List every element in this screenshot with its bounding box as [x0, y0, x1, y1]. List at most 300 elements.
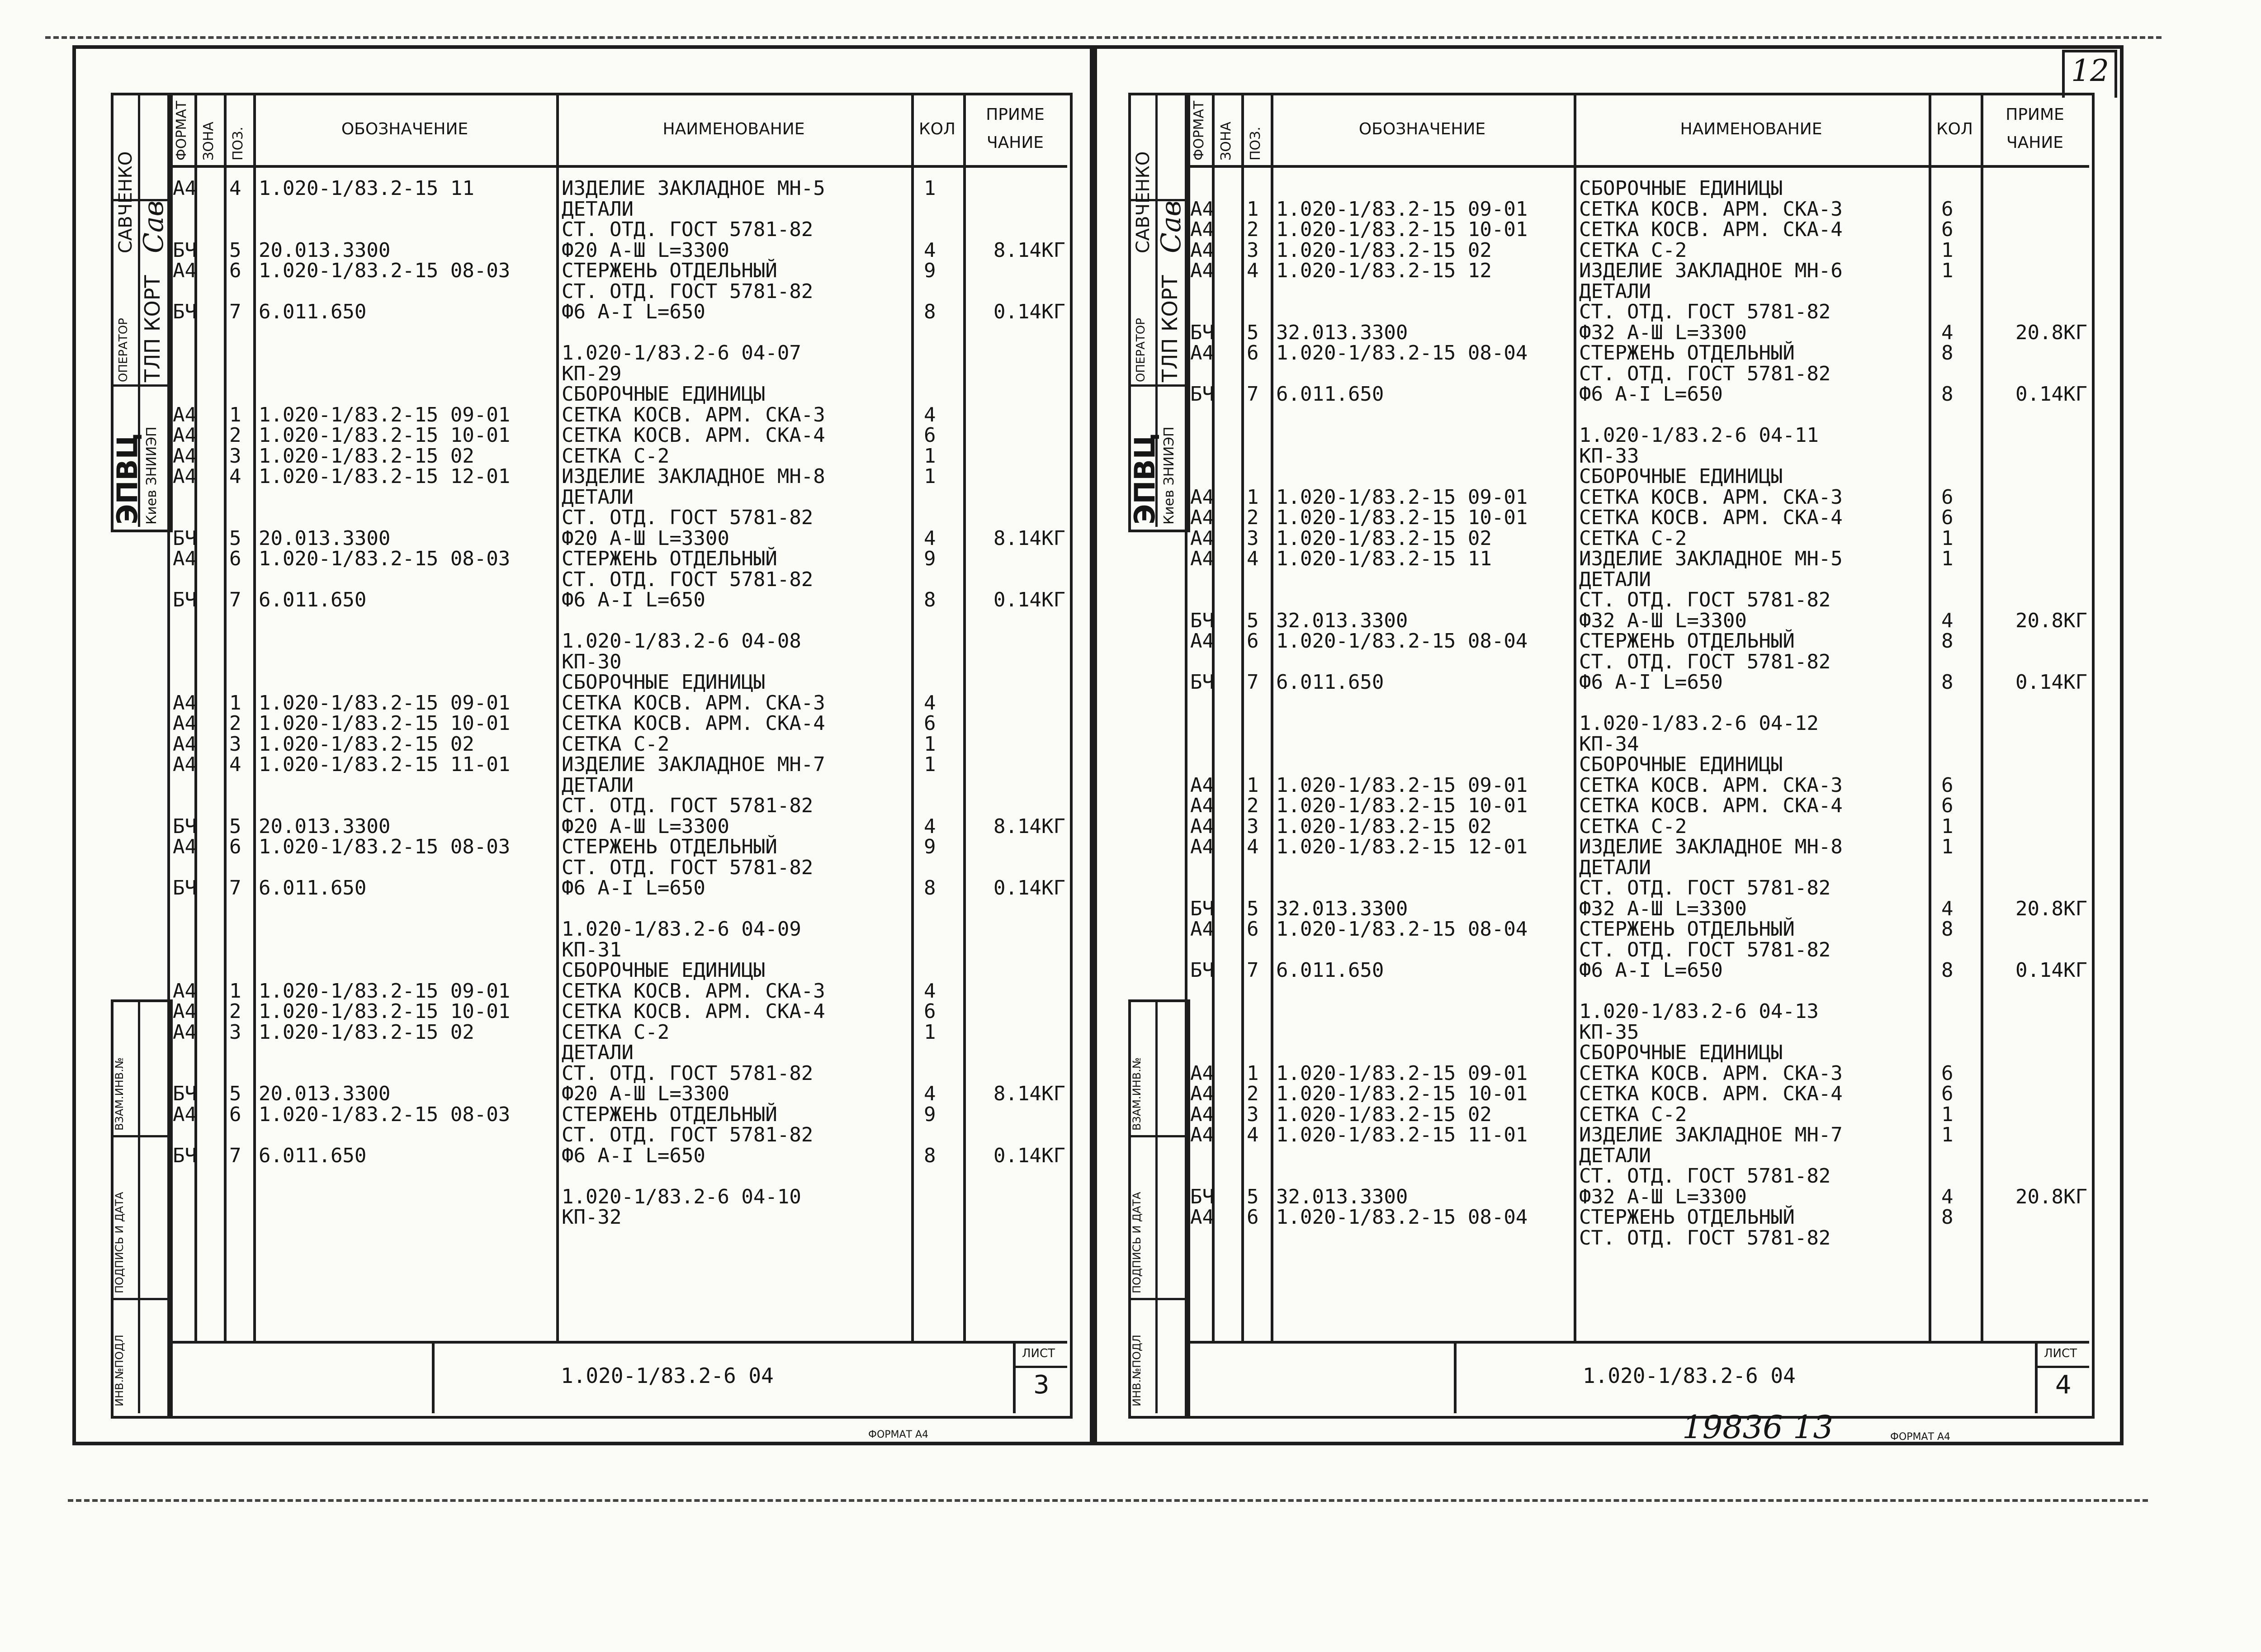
- left-row-26-p: 2: [229, 712, 241, 735]
- left-row-5-n: СТ. ОТД. ГОСТ 5781-82: [562, 279, 814, 303]
- left-header-name: НАИМЕНОВАНИЕ: [662, 120, 805, 138]
- left-row-19-n: СТ. ОТД. ГОСТ 5781-82: [562, 568, 814, 591]
- left-row-6-p: 7: [229, 300, 241, 323]
- right-row-32-p: 4: [1247, 835, 1259, 858]
- right-row-46-f: А4: [1190, 1123, 1214, 1146]
- right-row-17-d: 1.020-1/83.2-15 02: [1276, 526, 1492, 550]
- left-row-12-f: А4: [173, 424, 197, 447]
- right-row-32-n: ИЗДЕЛИЕ ЗАКЛАДНОЕ МН-8: [1579, 835, 1843, 858]
- left-row-41-f: А4: [173, 1020, 197, 1044]
- right-row-17-n: СЕТКА С-2: [1579, 526, 1687, 550]
- right-row-29-d: 1.020-1/83.2-15 09-01: [1276, 773, 1528, 797]
- right-row-32-q: 1: [1941, 835, 1954, 858]
- right-row-10-f: БЧ: [1190, 383, 1214, 406]
- left-row-31-p: 5: [229, 814, 241, 838]
- left-row-6-n: Ф6 А-I L=650: [562, 300, 705, 323]
- right-row-18-n: ИЗДЕЛИЕ ЗАКЛАДНОЕ МН-5: [1579, 547, 1843, 570]
- left-header-designation: ОБОЗНАЧЕНИЕ: [341, 120, 468, 138]
- left-row-17-d: 20.013.3300: [259, 526, 391, 550]
- right-row-24-n: Ф6 А-I L=650: [1579, 671, 1723, 694]
- left-row-40-d: 1.020-1/83.2-15 10-01: [259, 1000, 511, 1023]
- left-row-28-p: 4: [229, 753, 241, 776]
- left-side-strip-divider: [138, 999, 140, 1413]
- right-stamp-org-sub: Киев ЗНИИЭП: [1161, 426, 1177, 525]
- left-row-20-p: 7: [229, 588, 241, 611]
- left-row-26-f: А4: [173, 712, 197, 735]
- right-row-31-n: СЕТКА С-2: [1579, 814, 1687, 838]
- left-side-strip-hline1: [111, 1135, 167, 1137]
- right-row-8-n: СТЕРЖЕНЬ ОТДЕЛЬНЫЙ: [1579, 341, 1795, 364]
- left-row-13-q: 1: [924, 444, 936, 468]
- right-row-31-d: 1.020-1/83.2-15 02: [1276, 814, 1492, 838]
- left-row-26-n: СЕТКА КОСВ. АРМ. СКА-4: [562, 712, 825, 735]
- left-row-26-q: 6: [924, 712, 936, 735]
- left-title-divider-a: [432, 1341, 435, 1413]
- right-row-50-q: 8: [1941, 1206, 1954, 1229]
- left-row-44-q: 4: [924, 1082, 936, 1105]
- right-row-38-n: Ф6 А-I L=650: [1579, 959, 1723, 982]
- left-row-26-d: 1.020-1/83.2-15 10-01: [259, 712, 511, 735]
- left-row-25-d: 1.020-1/83.2-15 09-01: [259, 691, 511, 715]
- right-row-2-f: А4: [1190, 218, 1214, 241]
- right-row-4-n: ИЗДЕЛИЕ ЗАКЛАДНОЕ МН-6: [1579, 259, 1843, 282]
- left-row-27-n: СЕТКА С-2: [562, 732, 670, 756]
- right-row-35-q: 4: [1941, 897, 1954, 920]
- right-row-3-n: СЕТКА С-2: [1579, 238, 1687, 262]
- right-row-30-n: СЕТКА КОСВ. АРМ. СКА-4: [1579, 794, 1843, 817]
- right-header-format: ФОРМАТ: [1191, 100, 1207, 161]
- right-header-zone: ЗОНА: [1218, 122, 1234, 161]
- right-row-46-p: 4: [1247, 1123, 1259, 1146]
- left-row-32-d: 1.020-1/83.2-15 08-03: [259, 835, 511, 858]
- right-row-16-f: А4: [1190, 506, 1214, 529]
- right-row-29-q: 6: [1941, 773, 1954, 797]
- right-row-7-q: 4: [1941, 321, 1954, 344]
- right-row-49-m: 20.8КГ: [2015, 1185, 2087, 1208]
- left-row-34-m: 0.14КГ: [993, 876, 1065, 899]
- left-row-39-d: 1.020-1/83.2-15 09-01: [259, 979, 511, 1003]
- left-row-39-p: 1: [229, 979, 241, 1003]
- left-stamp-org: ЭПВЦ: [111, 433, 144, 525]
- left-row-32-f: А4: [173, 835, 197, 858]
- right-row-45-f: А4: [1190, 1103, 1214, 1126]
- left-row-0-f: А4: [173, 177, 197, 200]
- left-row-29-n: ДЕТАЛИ: [562, 773, 634, 797]
- right-row-1-f: А4: [1190, 197, 1214, 221]
- left-row-9-n: КП-29: [562, 362, 622, 385]
- left-row-17-m: 8.14КГ: [993, 526, 1065, 550]
- left-row-2-n: СТ. ОТД. ГОСТ 5781-82: [562, 218, 814, 241]
- right-row-18-f: А4: [1190, 547, 1214, 570]
- left-row-18-q: 9: [924, 547, 936, 570]
- left-row-31-m: 8.14КГ: [993, 814, 1065, 838]
- left-side-label-2: ПОДПИСЬ И ДАТА: [113, 1192, 126, 1293]
- left-row-20-d: 6.011.650: [259, 588, 367, 611]
- right-row-24-d: 6.011.650: [1276, 671, 1384, 694]
- left-row-46-n: СТ. ОТД. ГОСТ 5781-82: [562, 1123, 814, 1146]
- right-header-note2: ЧАНИЕ: [2006, 133, 2064, 152]
- right-row-36-q: 8: [1941, 918, 1954, 941]
- right-row-47-n: ДЕТАЛИ: [1579, 1144, 1651, 1167]
- left-row-38-n: СБОРОЧНЫЕ ЕДИНИЦЫ: [562, 959, 766, 982]
- right-row-22-p: 6: [1247, 630, 1259, 653]
- right-row-2-n: СЕТКА КОСВ. АРМ. СКА-4: [1579, 218, 1843, 241]
- left-row-31-n: Ф20 А-Ш L=3300: [562, 814, 729, 838]
- left-row-44-n: Ф20 А-Ш L=3300: [562, 1082, 729, 1105]
- right-row-30-d: 1.020-1/83.2-15 10-01: [1276, 794, 1528, 817]
- scan-edge-top: [45, 36, 2162, 39]
- left-row-37-n: КП-31: [562, 938, 622, 961]
- left-row-30-n: СТ. ОТД. ГОСТ 5781-82: [562, 794, 814, 817]
- left-doc-code: 1.020-1/83.2-6 04: [561, 1363, 774, 1388]
- left-format-label: ФОРМАТ А4: [868, 1429, 929, 1440]
- left-col-divider-5: [911, 93, 914, 1341]
- right-row-43-f: А4: [1190, 1061, 1214, 1085]
- left-row-3-m: 8.14КГ: [993, 238, 1065, 262]
- right-row-29-p: 1: [1247, 773, 1259, 797]
- left-row-11-d: 1.020-1/83.2-15 09-01: [259, 403, 511, 426]
- left-row-39-q: 4: [924, 979, 936, 1003]
- left-row-40-q: 6: [924, 1000, 936, 1023]
- left-row-14-p: 4: [229, 465, 241, 488]
- right-row-50-d: 1.020-1/83.2-15 08-04: [1276, 1206, 1528, 1229]
- right-row-35-m: 20.8КГ: [2015, 897, 2087, 920]
- left-row-4-n: СТЕРЖЕНЬ ОТДЕЛЬНЫЙ: [562, 259, 777, 282]
- left-row-13-n: СЕТКА С-2: [562, 444, 670, 468]
- left-row-47-q: 8: [924, 1144, 936, 1167]
- right-row-13-n: КП-33: [1579, 444, 1639, 468]
- left-row-33-n: СТ. ОТД. ГОСТ 5781-82: [562, 856, 814, 879]
- left-row-45-d: 1.020-1/83.2-15 08-03: [259, 1103, 511, 1126]
- left-side-label-1: ВЗАМ.ИНВ.№: [113, 1057, 126, 1131]
- right-row-8-p: 6: [1247, 341, 1259, 364]
- right-row-22-q: 8: [1941, 630, 1954, 653]
- left-row-18-p: 6: [229, 547, 241, 570]
- right-row-38-m: 0.14КГ: [2015, 959, 2087, 982]
- right-row-1-n: СЕТКА КОСВ. АРМ. СКА-3: [1579, 197, 1843, 221]
- left-header-qty: КОЛ: [919, 120, 955, 138]
- right-row-18-d: 1.020-1/83.2-15 11: [1276, 547, 1492, 570]
- left-row-11-q: 4: [924, 403, 936, 426]
- right-row-50-n: СТЕРЖЕНЬ ОТДЕЛЬНЫЙ: [1579, 1206, 1795, 1229]
- right-side-label-1: ВЗАМ.ИНВ.№: [1130, 1057, 1143, 1131]
- left-row-28-n: ИЗДЕЛИЕ ЗАКЛАДНОЕ МН-7: [562, 753, 825, 776]
- left-row-20-m: 0.14КГ: [993, 588, 1065, 611]
- left-row-11-n: СЕТКА КОСВ. АРМ. СКА-3: [562, 403, 825, 426]
- right-row-7-d: 32.013.3300: [1276, 321, 1408, 344]
- right-row-45-q: 1: [1941, 1103, 1954, 1126]
- left-row-12-p: 2: [229, 424, 241, 447]
- right-row-15-q: 6: [1941, 485, 1954, 509]
- left-row-39-f: А4: [173, 979, 197, 1003]
- right-row-10-q: 8: [1941, 383, 1954, 406]
- left-row-45-n: СТЕРЖЕНЬ ОТДЕЛЬНЫЙ: [562, 1103, 777, 1126]
- right-row-21-m: 20.8КГ: [2015, 609, 2087, 632]
- left-row-50-n: КП-32: [562, 1206, 622, 1229]
- left-row-27-q: 1: [924, 732, 936, 756]
- right-row-38-d: 6.011.650: [1276, 959, 1384, 982]
- left-row-47-m: 0.14КГ: [993, 1144, 1065, 1167]
- right-row-43-d: 1.020-1/83.2-15 09-01: [1276, 1061, 1528, 1085]
- left-row-13-f: А4: [173, 444, 197, 468]
- left-header-format: ФОРМАТ: [174, 100, 189, 161]
- left-row-13-d: 1.020-1/83.2-15 02: [259, 444, 474, 468]
- right-row-9-n: СТ. ОТД. ГОСТ 5781-82: [1579, 362, 1831, 385]
- left-row-22-n: 1.020-1/83.2-6 04-08: [562, 630, 801, 653]
- left-row-49-n: 1.020-1/83.2-6 04-10: [562, 1185, 801, 1208]
- left-row-34-f: БЧ: [173, 876, 197, 899]
- right-stamp-org: ЭПВЦ: [1128, 433, 1161, 525]
- handwritten-archive-code: 19836 13: [1682, 1409, 1834, 1446]
- right-row-3-q: 1: [1941, 238, 1954, 262]
- right-row-16-d: 1.020-1/83.2-15 10-01: [1276, 506, 1528, 529]
- left-row-6-m: 0.14КГ: [993, 300, 1065, 323]
- right-row-31-p: 3: [1247, 814, 1259, 838]
- right-row-10-n: Ф6 А-I L=650: [1579, 383, 1723, 406]
- right-row-4-p: 4: [1247, 259, 1259, 282]
- right-row-36-n: СТЕРЖЕНЬ ОТДЕЛЬНЫЙ: [1579, 918, 1795, 941]
- right-format-label: ФОРМАТ А4: [1890, 1431, 1951, 1443]
- right-row-36-d: 1.020-1/83.2-15 08-04: [1276, 918, 1528, 941]
- left-row-45-p: 6: [229, 1103, 241, 1126]
- right-row-29-f: А4: [1190, 773, 1214, 797]
- left-side-label-3: ИНВ.№ПОДЛ: [113, 1335, 126, 1406]
- left-row-34-q: 8: [924, 876, 936, 899]
- right-row-14-n: СБОРОЧНЫЕ ЕДИНИЦЫ: [1579, 465, 1783, 488]
- right-row-45-p: 3: [1247, 1103, 1259, 1126]
- right-title-divider-a: [1454, 1341, 1457, 1413]
- right-row-36-f: А4: [1190, 918, 1214, 941]
- right-stamp-signature: Сав: [1155, 200, 1187, 253]
- right-row-26-n: 1.020-1/83.2-6 04-12: [1579, 712, 1819, 735]
- right-col-divider-5: [1929, 93, 1931, 1341]
- right-row-31-f: А4: [1190, 814, 1214, 838]
- left-row-41-p: 3: [229, 1020, 241, 1044]
- left-stamp-hline2: [111, 384, 167, 387]
- right-col-divider-6: [1981, 93, 1983, 1341]
- left-row-28-f: А4: [173, 753, 197, 776]
- right-row-22-d: 1.020-1/83.2-15 08-04: [1276, 630, 1528, 653]
- right-row-45-d: 1.020-1/83.2-15 02: [1276, 1103, 1492, 1126]
- left-row-25-f: А4: [173, 691, 197, 715]
- right-row-35-p: 5: [1247, 897, 1259, 920]
- right-row-20-n: СТ. ОТД. ГОСТ 5781-82: [1579, 588, 1831, 611]
- left-row-45-f: А4: [173, 1103, 197, 1126]
- left-row-3-d: 20.013.3300: [259, 238, 391, 262]
- left-row-4-q: 9: [924, 259, 936, 282]
- right-row-46-d: 1.020-1/83.2-15 11-01: [1276, 1123, 1528, 1146]
- left-row-41-q: 1: [924, 1020, 936, 1044]
- right-stamp-hline2: [1128, 384, 1185, 387]
- right-row-2-q: 6: [1941, 218, 1954, 241]
- left-row-44-m: 8.14КГ: [993, 1082, 1065, 1105]
- right-row-7-n: Ф32 А-Ш L=3300: [1579, 321, 1747, 344]
- left-stamp-person: САВЧЕНКО: [115, 151, 136, 253]
- right-row-22-n: СТЕРЖЕНЬ ОТДЕЛЬНЫЙ: [1579, 630, 1795, 653]
- right-row-7-f: БЧ: [1190, 321, 1214, 344]
- right-row-21-n: Ф32 А-Ш L=3300: [1579, 609, 1747, 632]
- right-header-pos: ПОЗ.: [1248, 127, 1263, 161]
- right-row-7-p: 5: [1247, 321, 1259, 344]
- left-row-27-p: 3: [229, 732, 241, 756]
- right-row-29-n: СЕТКА КОСВ. АРМ. СКА-3: [1579, 773, 1843, 797]
- left-row-40-p: 2: [229, 1000, 241, 1023]
- right-row-44-f: А4: [1190, 1082, 1214, 1105]
- left-row-47-p: 7: [229, 1144, 241, 1167]
- left-header-rule: [167, 165, 1067, 168]
- right-row-3-d: 1.020-1/83.2-15 02: [1276, 238, 1492, 262]
- left-row-27-d: 1.020-1/83.2-15 02: [259, 732, 474, 756]
- right-row-4-q: 1: [1941, 259, 1954, 282]
- left-row-44-f: БЧ: [173, 1082, 197, 1105]
- right-stamp-role: ОПЕРАТОР: [1134, 318, 1148, 382]
- left-sheet-no: 3: [1033, 1370, 1050, 1400]
- left-row-32-q: 9: [924, 835, 936, 858]
- left-row-25-p: 1: [229, 691, 241, 715]
- left-row-34-n: Ф6 А-I L=650: [562, 876, 705, 899]
- right-row-16-p: 2: [1247, 506, 1259, 529]
- right-side-strip-divider: [1155, 999, 1158, 1413]
- left-row-41-n: СЕТКА С-2: [562, 1020, 670, 1044]
- right-row-43-p: 1: [1247, 1061, 1259, 1085]
- left-row-11-f: А4: [173, 403, 197, 426]
- left-col-divider-4: [556, 93, 559, 1341]
- right-row-35-n: Ф32 А-Ш L=3300: [1579, 897, 1747, 920]
- left-spec-table: [167, 93, 1067, 1341]
- left-row-3-q: 4: [924, 238, 936, 262]
- left-row-6-d: 6.011.650: [259, 300, 367, 323]
- right-row-31-q: 1: [1941, 814, 1954, 838]
- left-title-block: [167, 1341, 1067, 1344]
- right-row-15-f: А4: [1190, 485, 1214, 509]
- right-row-17-p: 3: [1247, 526, 1259, 550]
- right-row-45-n: СЕТКА С-2: [1579, 1103, 1687, 1126]
- right-row-8-f: А4: [1190, 341, 1214, 364]
- right-row-30-f: А4: [1190, 794, 1214, 817]
- right-side-label-2: ПОДПИСЬ И ДАТА: [1130, 1192, 1143, 1293]
- left-side-strip-hline2: [111, 1298, 167, 1300]
- right-header-rule: [1185, 165, 2089, 168]
- right-row-36-p: 6: [1247, 918, 1259, 941]
- left-row-4-d: 1.020-1/83.2-15 08-03: [259, 259, 511, 282]
- left-row-6-q: 8: [924, 300, 936, 323]
- left-row-34-d: 6.011.650: [259, 876, 367, 899]
- left-row-44-d: 20.013.3300: [259, 1082, 391, 1105]
- left-header-note2: ЧАНИЕ: [986, 133, 1044, 152]
- right-row-1-q: 6: [1941, 197, 1954, 221]
- right-row-7-m: 20.8КГ: [2015, 321, 2087, 344]
- right-side-strip-hline1: [1128, 1135, 1185, 1137]
- right-row-44-q: 6: [1941, 1082, 1954, 1105]
- right-row-27-n: КП-34: [1579, 732, 1639, 756]
- left-row-28-q: 1: [924, 753, 936, 776]
- right-row-43-q: 6: [1941, 1061, 1954, 1085]
- right-row-28-n: СБОРОЧНЫЕ ЕДИНИЦЫ: [1579, 753, 1783, 776]
- right-header-name: НАИМЕНОВАНИЕ: [1680, 120, 1822, 138]
- left-row-32-n: СТЕРЖЕНЬ ОТДЕЛЬНЫЙ: [562, 835, 777, 858]
- right-row-16-q: 6: [1941, 506, 1954, 529]
- left-row-27-f: А4: [173, 732, 197, 756]
- right-row-22-f: А4: [1190, 630, 1214, 653]
- left-col-divider-3: [253, 93, 256, 1341]
- right-row-24-f: БЧ: [1190, 671, 1214, 694]
- left-col-divider-6: [963, 93, 966, 1341]
- right-header-designation: ОБОЗНАЧЕНИЕ: [1358, 120, 1486, 138]
- left-row-17-p: 5: [229, 526, 241, 550]
- left-row-18-n: СТЕРЖЕНЬ ОТДЕЛЬНЫЙ: [562, 547, 777, 570]
- left-title-divider-b: [1013, 1341, 1016, 1413]
- right-row-41-n: КП-35: [1579, 1020, 1639, 1044]
- left-row-20-q: 8: [924, 588, 936, 611]
- left-row-32-p: 6: [229, 835, 241, 858]
- right-row-46-n: ИЗДЕЛИЕ ЗАКЛАДНОЕ МН-7: [1579, 1123, 1843, 1146]
- right-side-strip-hline2: [1128, 1298, 1185, 1300]
- scan-edge-bottom: [68, 1499, 2148, 1502]
- right-row-18-q: 1: [1941, 547, 1954, 570]
- right-row-49-n: Ф32 А-Ш L=3300: [1579, 1185, 1747, 1208]
- left-row-12-d: 1.020-1/83.2-15 10-01: [259, 424, 511, 447]
- left-sheet-label: ЛИСТ: [1022, 1347, 1055, 1360]
- right-row-24-p: 7: [1247, 671, 1259, 694]
- right-row-2-p: 2: [1247, 218, 1259, 241]
- right-row-10-m: 0.14КГ: [2015, 383, 2087, 406]
- right-row-46-q: 1: [1941, 1123, 1954, 1146]
- right-row-21-p: 5: [1247, 609, 1259, 632]
- right-row-21-q: 4: [1941, 609, 1954, 632]
- right-row-10-d: 6.011.650: [1276, 383, 1384, 406]
- right-row-21-f: БЧ: [1190, 609, 1214, 632]
- right-row-35-f: БЧ: [1190, 897, 1214, 920]
- right-row-30-p: 2: [1247, 794, 1259, 817]
- left-row-3-n: Ф20 А-Ш L=3300: [562, 238, 729, 262]
- left-row-36-n: 1.020-1/83.2-6 04-09: [562, 918, 801, 941]
- left-row-34-p: 7: [229, 876, 241, 899]
- left-row-31-d: 20.013.3300: [259, 814, 391, 838]
- page-number: 12: [2071, 53, 2109, 88]
- right-row-15-n: СЕТКА КОСВ. АРМ. СКА-3: [1579, 485, 1843, 509]
- left-row-14-q: 1: [924, 465, 936, 488]
- right-sheet-label: ЛИСТ: [2044, 1347, 2077, 1360]
- right-row-0-n: СБОРОЧНЫЕ ЕДИНИЦЫ: [1579, 177, 1783, 200]
- left-row-17-f: БЧ: [173, 526, 197, 550]
- left-row-4-p: 6: [229, 259, 241, 282]
- left-row-14-d: 1.020-1/83.2-15 12-01: [259, 465, 511, 488]
- left-row-14-f: А4: [173, 465, 197, 488]
- left-header-pos: ПОЗ.: [230, 127, 246, 161]
- left-row-0-n: ИЗДЕЛИЕ ЗАКЛАДНОЕ МН-5: [562, 177, 825, 200]
- right-sheet-no: 4: [2055, 1370, 2072, 1400]
- right-row-24-m: 0.14КГ: [2015, 671, 2087, 694]
- left-row-24-n: СБОРОЧНЫЕ ЕДИНИЦЫ: [562, 671, 766, 694]
- left-row-3-f: БЧ: [173, 238, 197, 262]
- left-stamp-signature: Сав: [138, 200, 170, 253]
- right-row-30-q: 6: [1941, 794, 1954, 817]
- left-row-6-f: БЧ: [173, 300, 197, 323]
- left-row-28-d: 1.020-1/83.2-15 11-01: [259, 753, 511, 776]
- right-row-44-d: 1.020-1/83.2-15 10-01: [1276, 1082, 1528, 1105]
- right-title-block: [1185, 1341, 2089, 1344]
- left-header-zone: ЗОНА: [201, 122, 217, 161]
- right-col-divider-3: [1271, 93, 1273, 1341]
- right-row-38-q: 8: [1941, 959, 1954, 982]
- right-side-label-3: ИНВ.№ПОДЛ: [1130, 1335, 1143, 1406]
- left-row-1-n: ДЕТАЛИ: [562, 197, 634, 221]
- left-row-47-n: Ф6 А-I L=650: [562, 1144, 705, 1167]
- right-row-44-p: 2: [1247, 1082, 1259, 1105]
- right-row-49-p: 5: [1247, 1185, 1259, 1208]
- right-row-17-f: А4: [1190, 526, 1214, 550]
- left-row-47-d: 6.011.650: [259, 1144, 367, 1167]
